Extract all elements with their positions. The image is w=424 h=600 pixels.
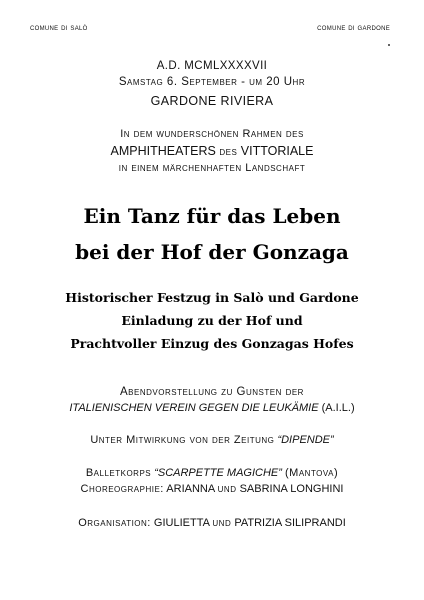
organisation-line: [0, 517, 424, 529]
benefit-org-abbr: (A.I.L.): [321, 402, 355, 414]
event-venue: GARDONE RIVIERA: [150, 94, 274, 108]
choreography-name-1: ARIANNA: [166, 483, 215, 495]
subtitle-line-3: Prachtvoller Einzug des Gonzagas Hofes: [70, 336, 354, 351]
choreography-label: Choreographie:: [80, 483, 164, 495]
ballet-place: (Mantova): [285, 467, 339, 479]
cooperation-line: [0, 434, 424, 446]
ballet-line: [0, 467, 424, 479]
benefit-line-1: Abendvorstellung zu Gunsten der: [120, 386, 304, 398]
setting-line-2: [0, 144, 424, 158]
choreography-name-2: SABRINA LONGHINI: [239, 483, 344, 495]
ballet-name: “SCARPETTE MAGICHE”: [154, 467, 282, 479]
main-title-line-1: Ein Tanz für das Leben: [83, 204, 341, 228]
organisation-name-2: PATRIZIA SILIPRANDI: [234, 517, 346, 529]
setting-vittoriale: VITTORIALE: [240, 144, 314, 158]
organisation-conj: und: [212, 517, 232, 529]
ink-speck: [388, 44, 390, 46]
setting-line-3: in einem märchenhaften Landschaft: [118, 162, 306, 174]
subtitle-line-2: Einladung zu der Hof und: [121, 313, 303, 328]
subtitle-line-1: Historischer Festzug in Salò und Gardone: [65, 290, 359, 305]
choreography-conj: und: [217, 483, 237, 495]
ballet-label: Balletkorps: [85, 467, 152, 479]
benefit-org-name: ITALIENISCHEN VEREIN GEGEN DIE LEUKÄMIE: [69, 402, 319, 414]
setting-line-1: In dem wunderschönen Rahmen des: [120, 128, 304, 140]
header-left-municipality: comune di salò: [30, 22, 88, 32]
cooperation-paper: “DIPENDE”: [277, 434, 334, 446]
setting-des: des: [219, 146, 238, 158]
benefit-line-2: [0, 402, 424, 414]
event-year: A.D. MCMLXXXXVII: [156, 60, 268, 72]
header-right-municipality: comune di gardone: [317, 22, 390, 32]
choreography-line: [0, 483, 424, 495]
setting-amphitheater: AMPHITHEATERS: [110, 144, 216, 158]
main-title-line-2: bei der Hof der Gonzaga: [75, 240, 349, 264]
cooperation-text: Unter Mitwirkung von der Zeitung: [90, 434, 275, 446]
organisation-name-1: GIULIETTA: [153, 517, 210, 529]
organisation-label: Organisation:: [78, 517, 151, 529]
event-date-line: Samstag 6. September - um 20 Uhr: [118, 76, 306, 88]
